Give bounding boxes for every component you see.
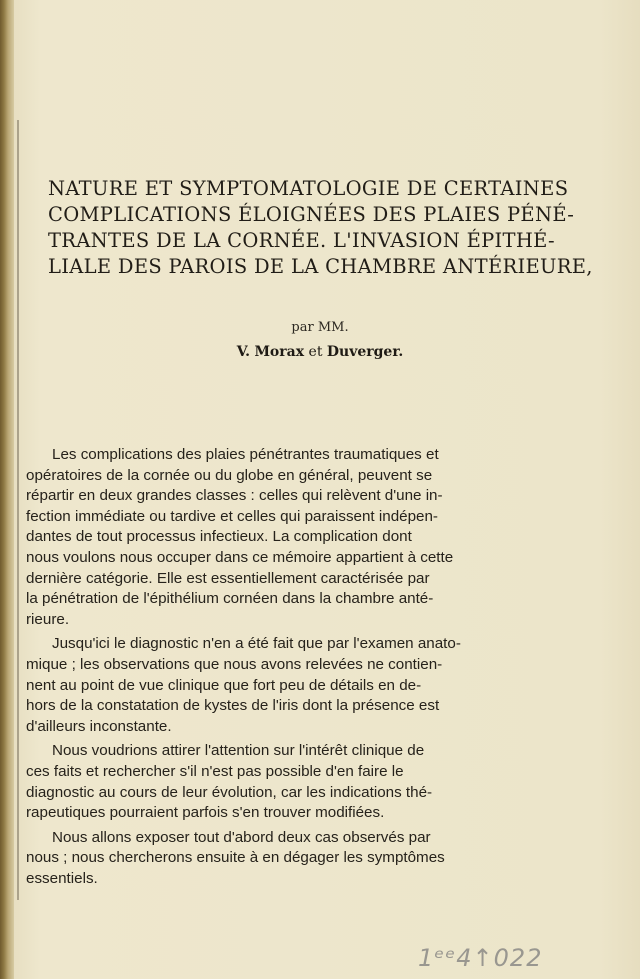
text-line: répartir en deux grandes classes : celles qui relèvent d'une in- — [26, 487, 443, 505]
text-line: dernière catégorie. Elle est essentiellement caractérisée par — [26, 569, 430, 587]
text-line: Nous voudrions attirer l'attention sur l'intérêt clinique de — [52, 742, 425, 760]
text-line: dantes de tout processus infectieux. La complication dont — [26, 528, 412, 546]
paragraph-1 — [26, 445, 586, 630]
paragraph-3 — [26, 741, 586, 823]
author-conjunction: et — [308, 344, 323, 360]
text-line: rapeutiques pourraient parfois s'en trouver modifiées. — [26, 804, 385, 822]
text-line: nous ; nous chercherons ensuite à en dégager les symptômes — [26, 849, 445, 867]
paragraph-2 — [26, 634, 586, 737]
author-initial: V. — [236, 344, 250, 360]
author-first: Morax — [254, 344, 305, 360]
text-line: la pénétration de l'épithélium cornéen dans la chambre anté- — [26, 590, 434, 608]
text-line: nous voulons nous occuper dans ce mémoire appartient à cette — [26, 548, 454, 566]
handwritten-catalog-note: 1ᵉᵉ4↑022 — [418, 944, 543, 972]
text-line: Jusqu'ici le diagnostic n'en a été fait que par l'examen anato- — [52, 635, 461, 653]
author-second: Duverger. — [326, 344, 404, 360]
byline: par MM. — [291, 320, 349, 335]
text-line: diagnostic au cours de leur évolution, car les indications thé- — [26, 783, 433, 801]
article-title — [48, 176, 593, 280]
title-line: TRANTES DE LA CORNÉE. L'INVASION ÉPITHÉ- — [48, 229, 555, 252]
text-line: fection immédiate ou tardive et celles qui paraissent indépen- — [26, 507, 438, 525]
title-line: NATURE ET SYMPTOMATOLOGIE DE CERTAINES — [48, 177, 569, 200]
paragraph-4 — [26, 828, 586, 890]
text-line: hors de la constatation de kystes de l'iris dont la présence est — [26, 697, 440, 715]
text-line: opératoires de la cornée ou du globe en général, peuvent se — [26, 466, 433, 484]
text-line: mique ; les observations que nous avons relevées ne contien- — [26, 655, 443, 673]
text-line: d'ailleurs inconstante. — [26, 717, 172, 735]
text-line: nent au point de vue clinique que fort peu de détails en de- — [26, 676, 422, 694]
text-line: rieure. — [26, 610, 70, 628]
title-line: COMPLICATIONS ÉLOIGNÉES DES PLAIES PÉNÉ- — [48, 203, 575, 226]
text-line: essentiels. — [26, 869, 98, 887]
text-line: ces faits et rechercher s'il n'est pas possible d'en faire le — [26, 762, 404, 780]
book-binding-edge — [0, 0, 14, 979]
text-line: Nous allons exposer tout d'abord deux cas observés par — [52, 828, 431, 846]
binding-shadow-line — [17, 120, 19, 900]
article-body — [26, 445, 586, 893]
text-line: Les complications des plaies pénétrantes traumatiques et — [52, 446, 439, 463]
authors — [0, 344, 640, 360]
title-line: LIALE DES PAROIS DE LA CHAMBRE ANTÉRIEURE, — [48, 255, 593, 278]
